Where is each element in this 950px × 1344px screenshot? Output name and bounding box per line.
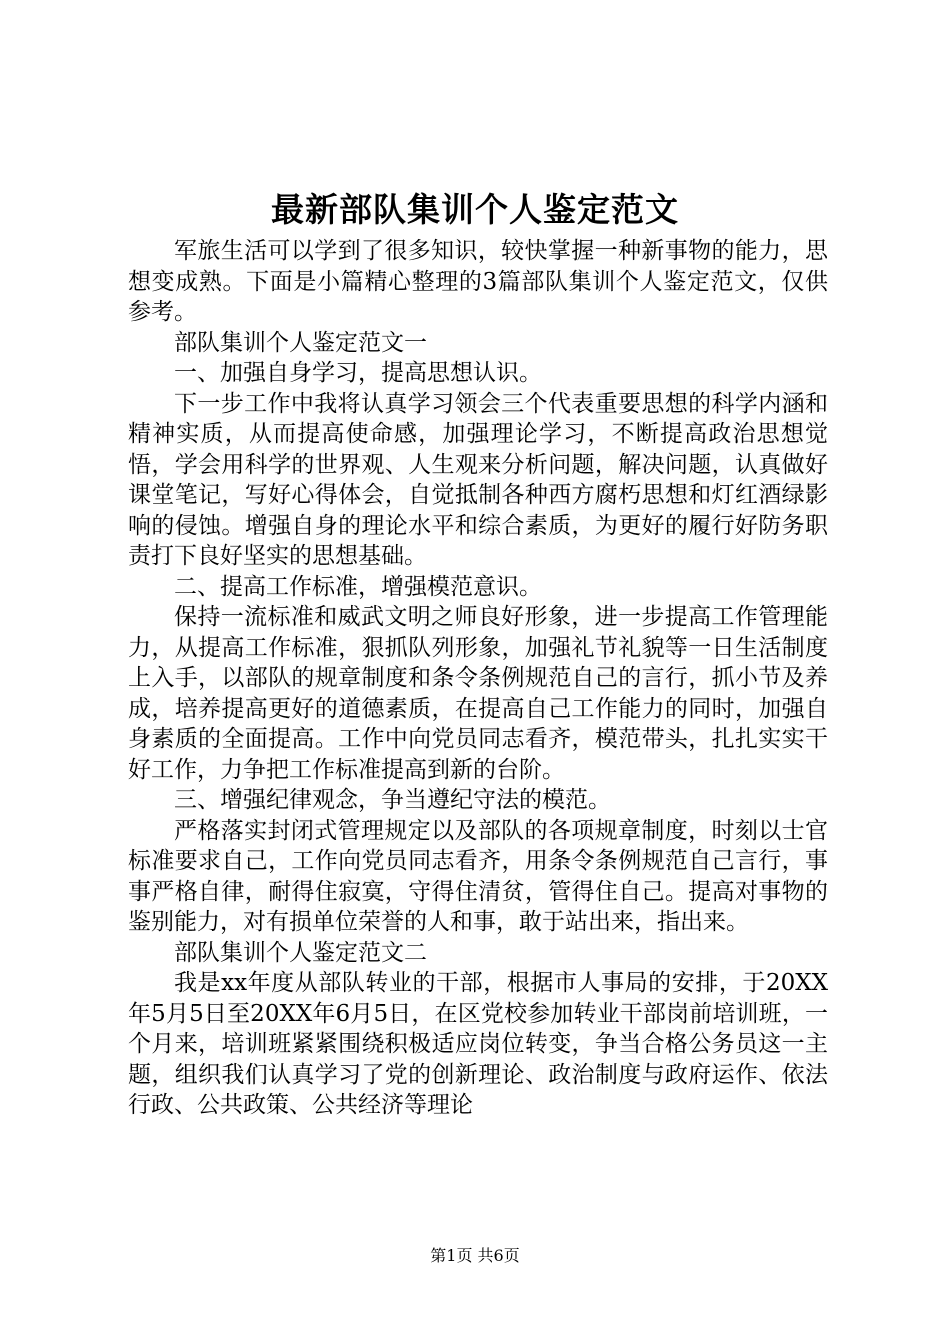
paragraph-work-standard: 保持一流标准和威武文明之师良好形象，进一步提高工作管理能力，从提高工作标准，狠抓队列形象，加强礼节礼貌等一日生活制度上入手，以部队的规章制度和条令条例规范自己的言行，抓小节及养成，培养提高更好的道德素质，在提高自己工作能力的同时，加强自身素质的全面提高。工作中向党员同志看齐，模范带头，扎扎实实干好工作，力争把工作标准提高到新的台阶。 [128,604,828,783]
paragraph-essay-two: 我是xx年度从部队转业的干部，根据市人事局的安排，于20XX年5月5日至20XX年6月5日，在区党校参加转业干部岗前培训班，一个月来，培训班紧紧围绕积极适应岗位转变，争当合格公务员这一主题，组织我们认真学习了党的创新理论、政治制度与政府运作、依法行政、公共政策、公共经济等理论 [128,970,828,1118]
subheading-discipline: 三、增强纪律观念，争当遵纪守法的模范。 [174,787,611,813]
subheading-work-standard: 二、提高工作标准，增强模范意识。 [174,573,542,600]
document-title: 最新部队集训个人鉴定范文 [271,190,679,229]
page-number-footer: 第1页 共6页 [430,1246,520,1265]
section-heading-essay-two: 部队集训个人鉴定范文二 [174,939,427,966]
document-body [128,236,828,1121]
paragraph-learning: 下一步工作中我将认真学习领会三个代表重要思想的科学内涵和精神实质，从而提高使命感，加强理论学习，不断提高政治思想觉悟，学会用科学的世界观、人生观来分析问题，解决问题，认真做好课堂笔记，写好心得体会，自觉抵制各种西方腐朽思想和灯红酒绿影响的侵蚀。增强自身的理论水平和综合素质，为更好的履行好防务职责打下良好坚实的思想基础。 [128,390,828,569]
paragraph-discipline: 严格落实封闭式管理规定以及部队的各项规章制度，时刻以士官标准要求自己，工作向党员同志看齐，用条令条例规范自己言行，事事严格自律，耐得住寂寞，守得住清贫，管得住自己。提高对事物的鉴别能力，对有损单位荣誉的人和事，敢于站出来，指出来。 [128,817,828,935]
subheading-learning: 一、加强自身学习，提高思想认识。 [174,360,542,386]
section-heading-essay-one: 部队集训个人鉴定范文一 [174,329,427,356]
paragraph-intro: 军旅生活可以学到了很多知识，较快掌握一种新事物的能力，思想变成熟。下面是小篇精心整理的3篇部队集训个人鉴定范文，仅供参考。 [128,238,828,325]
